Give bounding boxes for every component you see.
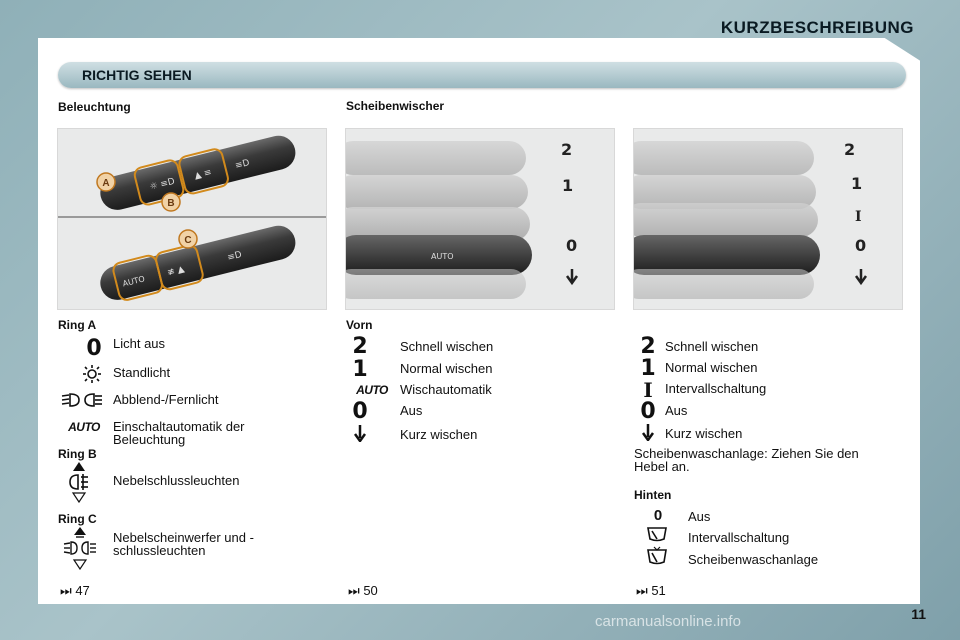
front-item-normal: Normal wischen	[400, 361, 493, 376]
speed-1-icon: 1	[640, 356, 656, 381]
interval-icon: I	[643, 378, 653, 402]
front-wiper-label: Vorn	[346, 318, 373, 332]
page-ref-value: 47	[75, 583, 90, 598]
lighting-stalk-photo	[57, 128, 327, 310]
headlight-icon	[60, 392, 104, 413]
page-ref-lighting[interactable]	[60, 583, 90, 599]
front-item-off: Aus	[400, 403, 423, 418]
ring-b-label: Ring B	[58, 447, 97, 461]
parking-light-icon	[80, 364, 104, 389]
ring-a-item-off: Licht aus	[113, 336, 166, 351]
arrow-down-icon	[640, 423, 656, 446]
page-ref-rear-wipers[interactable]	[636, 583, 666, 599]
front-wiper-stalk-illustration	[346, 129, 615, 310]
front-wiper-stalk-photo	[345, 128, 615, 310]
front2-item-fast: Schnell wischen	[665, 339, 759, 354]
speed-2-icon: 2	[352, 334, 368, 359]
lighting-heading: Beleuchtung	[58, 100, 131, 114]
rear-wiper-stalk-photo	[633, 128, 903, 310]
callout-b: B	[167, 198, 175, 209]
auto-icon: AUTO	[68, 420, 100, 434]
zero-icon-front: 0	[352, 399, 368, 424]
front-fog-light-icon	[62, 526, 98, 575]
page-ref-front-wipers[interactable]	[348, 583, 378, 599]
front-item-auto: Wischautomatik	[400, 382, 492, 397]
page-ref-value: 50	[363, 583, 378, 598]
lever2-pos-interval: I	[855, 209, 862, 225]
rear-item-washer: Scheibenwaschanlage	[688, 552, 819, 567]
content-panel	[38, 38, 920, 604]
lever1-pos-0: 0	[566, 236, 578, 255]
rear-washer-icon	[645, 546, 669, 571]
ring-b-item: Nebelschlussleuchten	[113, 473, 240, 488]
rear-fog-light-icon	[66, 461, 92, 508]
rear-item-off: Aus	[688, 509, 711, 524]
section-tab	[58, 62, 906, 88]
page-ref-icon: ⏭	[636, 583, 648, 598]
arrow-down-icon	[352, 424, 368, 447]
lever1-pos-1: 1	[562, 176, 574, 195]
front2-item-off: Aus	[665, 403, 688, 418]
rear-wiper-stalk-illustration	[634, 129, 903, 310]
svg-text:AUTO: AUTO	[121, 274, 146, 289]
front2-item-interval: Intervallschaltung	[665, 381, 767, 396]
page-ref-value: 51	[651, 583, 666, 598]
front2-item-single: Kurz wischen	[665, 426, 743, 441]
svg-text:≡D: ≡D	[226, 250, 243, 264]
lever2-pos-2: 2	[844, 140, 856, 159]
auto-wipe-icon: AUTO	[356, 383, 388, 397]
page-number: 11	[911, 606, 926, 622]
ring-c-item: Nebelscheinwerfer und -schlussleuchten	[113, 530, 254, 558]
washer-note-line-1: Scheibenwaschanlage: Ziehen Sie den	[634, 446, 859, 461]
speed-1-icon: 1	[352, 357, 368, 382]
svg-text:AUTO: AUTO	[431, 252, 454, 261]
front-item-fast: Schnell wischen	[400, 339, 494, 354]
watermark: carmanualsonline.info	[595, 613, 741, 630]
svg-text:▲ ≡: ▲ ≡	[193, 167, 213, 182]
callout-a: A	[102, 178, 110, 189]
ring-a-item-parking: Standlicht	[113, 365, 171, 380]
lever2-pos-0: 0	[855, 236, 867, 255]
rear-wiper-label: Hinten	[634, 488, 672, 502]
svg-text:≡D: ≡D	[234, 158, 251, 172]
front2-item-normal: Normal wischen	[665, 360, 758, 375]
svg-text:≢ ▲: ≢ ▲	[166, 264, 186, 279]
page-title: KURZBESCHREIBUNG	[720, 18, 914, 37]
wipers-heading: Scheibenwischer	[346, 99, 445, 113]
washer-note-line-2: Hebel an.	[634, 459, 690, 474]
lever1-pos-2: 2	[561, 140, 573, 159]
svg-text:☼ ≡D: ☼ ≡D	[148, 176, 176, 193]
lever2-pos-1: 1	[851, 174, 863, 193]
rear-item-interval: Intervallschaltung	[688, 530, 790, 545]
ring-a-item-auto: Einschaltautomatik der Beleuchtung	[113, 419, 245, 447]
ring-a-label: Ring A	[58, 318, 97, 332]
zero-icon-front2: 0	[640, 399, 656, 424]
zero-icon-rear: 0	[653, 507, 663, 524]
speed-2-icon: 2	[640, 334, 656, 359]
ring-a-item-headlight: Abblend-/Fernlicht	[113, 392, 219, 407]
page-ref-icon: ⏭	[60, 583, 72, 598]
zero-icon: 0	[86, 336, 102, 361]
ring-c-label: Ring C	[58, 512, 97, 526]
section-title: RICHTIG SEHEN	[82, 67, 192, 83]
front-item-single: Kurz wischen	[400, 427, 478, 442]
lighting-stalk-illustration	[58, 129, 327, 310]
page-ref-icon: ⏭	[348, 583, 360, 598]
callout-c: C	[184, 235, 192, 246]
